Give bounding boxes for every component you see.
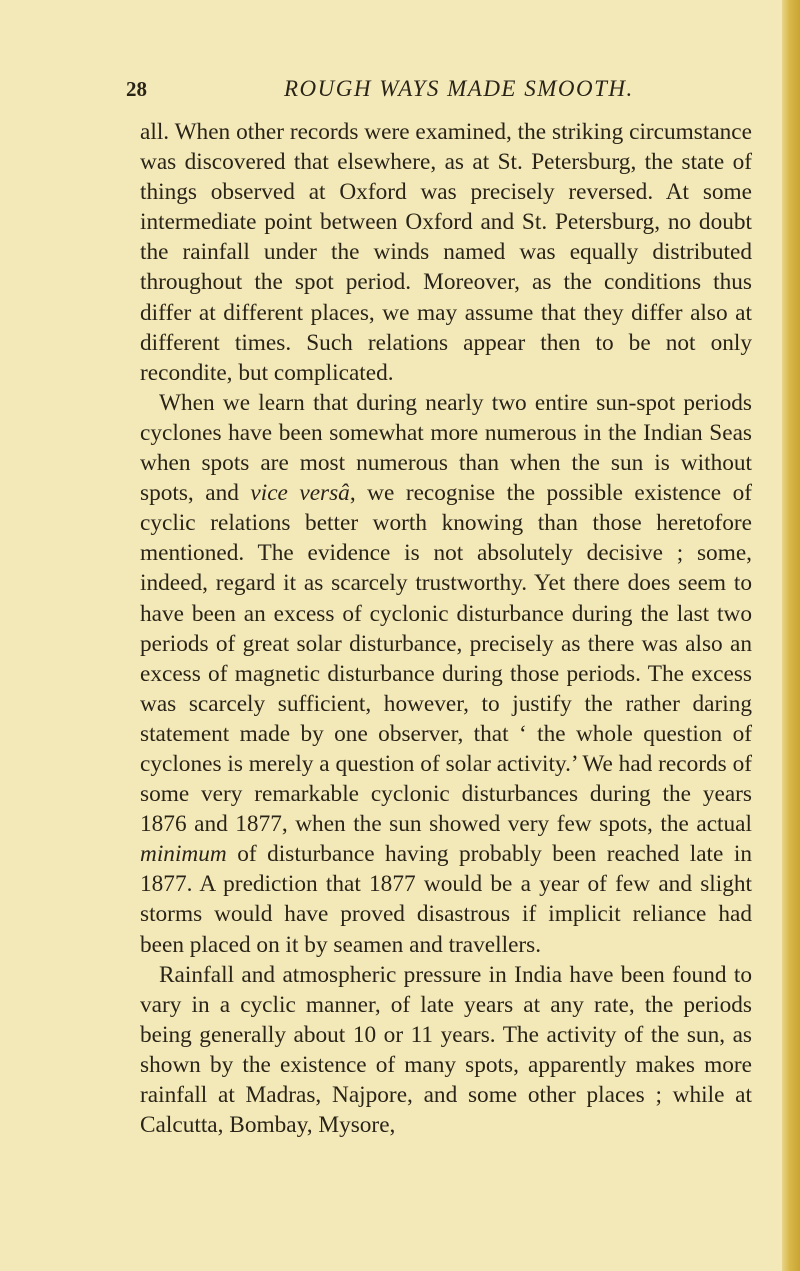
paragraph-1: all. When other records were examined, the striking circumstance was discovered that elsewhere, as at St. Petersburg, the state of things observed at Oxford was precisely reversed. At some intermediate point between Oxford and St. Petersburg, no doubt the rainfall under the winds named was equally distributed throughout the spot period. Moreover, as the conditions thus differ at different places, we may assume that they differ also at different times. Such relations appear then to be not only recondite, but complicated. <box>140 119 752 386</box>
page-number: 28 <box>126 77 147 101</box>
paragraph-2-part-2: , we recognise the possible existence of cyclic relations better worth knowing than those heretofore mentioned. The evidence is not absolutely decisive ; some, indeed, regard it as scarcely trustworthy. Yet there does seem to have been an excess of cyclonic disturbance during the last two periods of great solar disturbance, precisely as there was also an excess of magnetic disturbance during those periods. The excess was scarcely sufficient, however, to justify the rather daring statement made by one observer, that ‘ the whole question of cyclones is merely a question of solar activity.’ We had records of some very remarkable cyclonic disturbances during the years 1876 and 1877, when the sun showed very few spots, the actual <box>140 480 753 838</box>
paragraph-3: Rainfall and atmospheric pressure in India have been found to vary in a cyclic manner, of late years at any rate, the periods being generally about 10 or 11 years. The activity of the sun, as shown by the existence of many spots, apparently makes more rainfall at Madras, Najpore, and some other places ; while at Calcutta, Bombay, Mysore, <box>140 961 752 1139</box>
paragraph-2-part-1: When we learn that during nearly two entire sun-spot periods cyclones have been somewhat more numerous in the Indian Seas when spots are most numerous than when the sun is without spots, and <box>140 389 752 507</box>
paragraph-2 <box>140 388 752 960</box>
paragraph-2-part-3: of disturbance having probably been reached late in 1877. A prediction that 1877 would be a year of few and slight storms would have proved disastrous if implicit reliance had been placed on it by seamen and travellers. <box>140 841 752 958</box>
italic-vice-versa: vice versâ <box>250 480 350 507</box>
body-text <box>140 117 752 1140</box>
page-header <box>126 74 762 104</box>
running-title: ROUGH WAYS MADE SMOOTH. <box>284 76 634 101</box>
italic-minimum: minimum <box>140 841 227 868</box>
page-edge <box>782 0 800 1271</box>
